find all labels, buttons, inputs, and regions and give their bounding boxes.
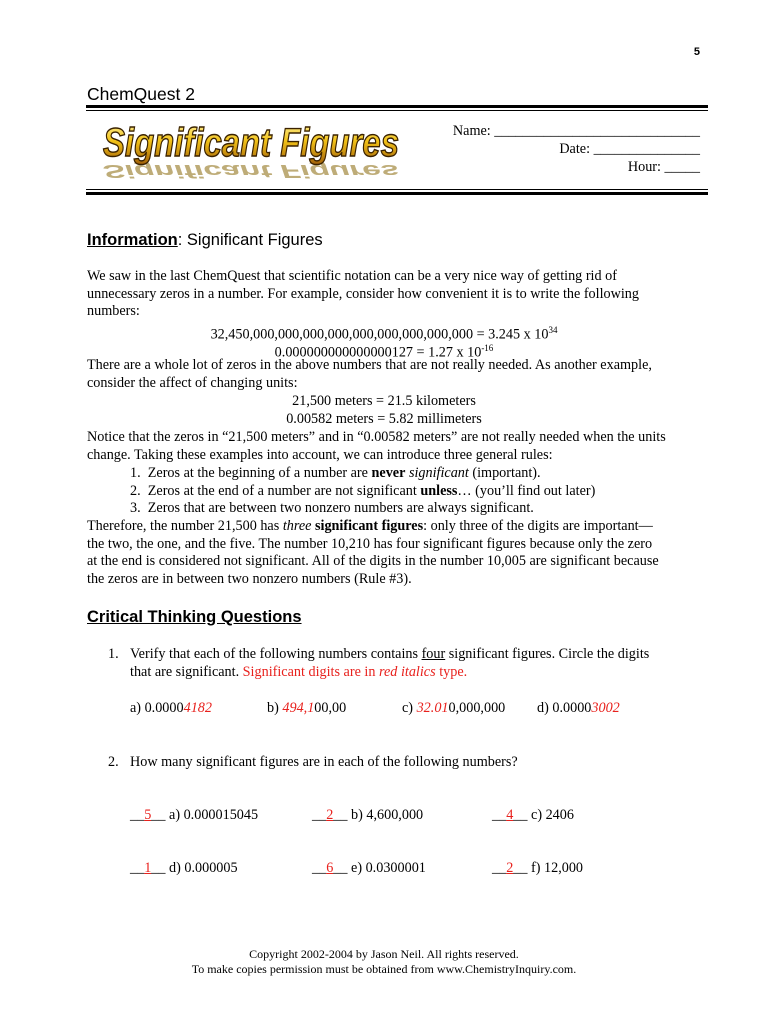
zeros-paragraph: There are a whole lot of zeros in the above numbers that are not really needed. As another example, consider the affect of changing units: <box>87 357 652 391</box>
rule-3: 3. Zeros that are between two nonzero numbers are always significant. <box>130 500 534 516</box>
q2-item-d: __1__ d) 0.000005 <box>130 860 238 876</box>
course-title: ChemQuest 2 <box>87 84 195 104</box>
significant-figures-logo <box>96 114 406 186</box>
question-1-number: 1. <box>108 646 119 662</box>
hour-field: Hour: _____ <box>627 159 700 175</box>
header-rule-bottom-thin <box>86 189 708 190</box>
name-field: Name: _____________________________ <box>452 123 700 139</box>
question-1-text: Verify that each of the following numbers contains four significant figures. Circle the digits that are significant. Significant digits are in red italics type. <box>130 646 650 680</box>
svg-text:Significant Figures: Significant Figures <box>103 160 400 182</box>
rule-2: 2. Zeros at the end of a number are not significant unless… (you’ll find out later) <box>130 483 596 499</box>
q2-item-c: __4__ c) 2406 <box>492 807 574 823</box>
unit-conversion-1: 21,500 meters = 21.5 kilometers <box>292 393 476 409</box>
footer-permission: To make copies permission must be obtained from www.ChemistryInquiry.com. <box>191 962 577 976</box>
equation-small: 0.000000000000000127 = 1.27 x $10^{-16}$ <box>274 343 494 361</box>
logo-text: Significant Figures <box>103 121 399 165</box>
header-rule-bottom <box>86 192 708 195</box>
footer-copyright: Copyright 2002-2004 by Jason Neil. All rights reserved. <box>249 947 519 961</box>
question-2-text: How many significant figures are in each of the following numbers? <box>130 754 518 770</box>
q1-answer-b: b) 494,100,00 <box>267 700 347 716</box>
header-rule-top-thin <box>86 110 708 111</box>
footer <box>0 947 768 977</box>
q2-item-b: __2__ b) 4,600,000 <box>312 807 424 823</box>
notice-paragraph: Notice that the zeros in “21,500 meters” and in “0.00582 meters” are not really needed when the units change. Taking these examples into account, we can introduce three general rules: <box>87 429 666 463</box>
rule-1: 1. Zeros at the beginning of a number are never significant (important). <box>130 465 541 481</box>
therefore-paragraph: Therefore, the number 21,500 has three significant figures: only three of the digits are important— the two, the one, and the five. The number 10,210 has four significant figures because only the zero at the end is considered not significant. All of the digits in the number 10,005 are significant because the zeros are in between two nonzero numbers (Rule #3). <box>87 518 659 587</box>
page-number: 5 <box>693 46 700 58</box>
q2-item-f: __2__ f) 12,000 <box>492 860 584 876</box>
equation-large: 32,450,000,000,000,000,000,000,000,000,000 = 3.245 x $10^{34}$ <box>210 325 558 343</box>
q1-answer-d: d) 0.00003002 <box>537 700 620 716</box>
ctq-heading: Critical Thinking Questions <box>87 608 302 626</box>
information-heading: Information: Significant Figures <box>87 231 323 249</box>
intro-paragraph: We saw in the last ChemQuest that scientific notation can be a very nice way of getting rid of unnecessary zeros in a number. For example, consider how convenient it is to write the following numbers: <box>87 268 639 320</box>
q1-answer-c: c) 32.010,000,000 <box>402 700 506 716</box>
q2-item-e: __6__ e) 0.0300001 <box>312 860 426 876</box>
q2-item-a: __5__ a) 0.000015045 <box>130 807 259 823</box>
question-2-number: 2. <box>108 754 119 770</box>
unit-conversion-2: 0.00582 meters = 5.82 millimeters <box>286 411 482 427</box>
date-field: Date: _______________ <box>559 141 700 157</box>
header-rule-top <box>86 105 708 108</box>
q1-answer-a: a) 0.00004182 <box>130 700 212 716</box>
